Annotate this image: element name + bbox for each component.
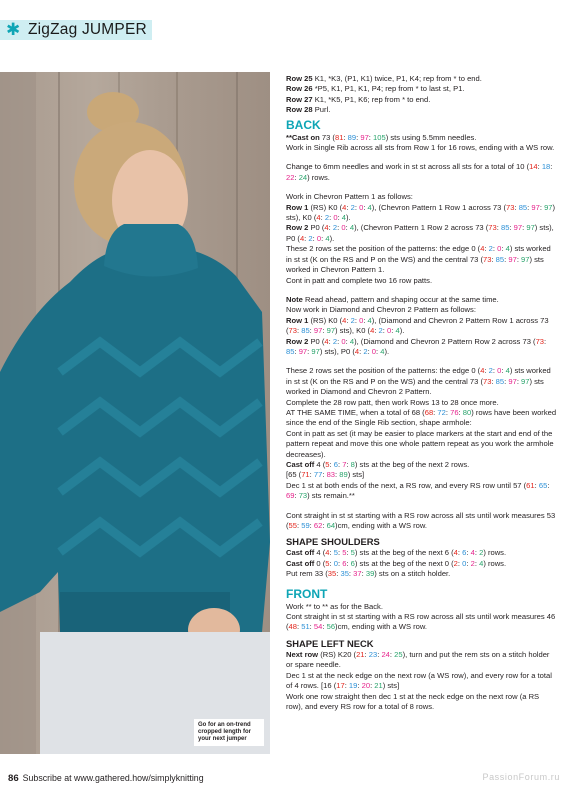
instruction: Work in Single Rib across all sts from Row 1 for 16 rows, ending with a WS row.: [286, 143, 555, 153]
shape-shoulders-heading: SHAPE SHOULDERS: [286, 536, 380, 548]
pattern-row: Row 28 Purl.: [286, 105, 331, 115]
instruction: Row 1 (RS) K0 (4: 2: 0: 4), (Diamond and Chevron 2 Pattern Row 1 across 73 (73: 85: 97: 97) sts), K0 (4: 2: 0: 4).: [286, 315, 549, 336]
subscribe-text[interactable]: Subscribe at www.gathered.how/simplyknitting: [22, 773, 204, 783]
instruction: Work in Chevron Pattern 1 as follows:: [286, 192, 413, 202]
instruction: Work ** to ** as for the Back.: [286, 601, 383, 611]
instruction: Cont in patt as set (it may be easier to place markers at the start and end of the pattern repeat and move this one whole pattern repeat as you work the armhole decreases).: [286, 428, 554, 459]
instruction: Note Read ahead, pattern and shaping occur at the same time.: [286, 294, 499, 304]
instruction: Complete the 28 row patt, then work Rows 13 to 28 once more.: [286, 397, 499, 407]
instruction: Change to 6mm needles and work in st st across all sts for a total of 10 (14: 18: 22: 24) rows.: [286, 162, 553, 182]
instruction: Dec 1 st at both ends of the next, a RS row, and every RS row until 57 (61: 65: 69: 73) sts remain.**: [286, 480, 550, 501]
instruction: Cast off 4 (5: 6: 7: 8) sts at the beg of the next 2 rows.: [286, 460, 470, 469]
instruction: Work one row straight then dec 1 st at the neck edge on the next row (a RS row), and every RS row for a total of 8 rows.: [286, 691, 540, 711]
model-photo: [0, 72, 270, 754]
instruction: Dec 1 st at the neck edge on the next row (a WS row), and every row for a total of 4 rows. [16 (17: 19: 20: 21) sts]: [286, 670, 552, 691]
page-number: 86: [8, 773, 19, 784]
instruction: Cont straight in st st starting with a RS row across all sts until work measures 53 (55: 59: 62: 64)cm, ending with a WS row.: [286, 510, 556, 531]
instruction: [65 (71: 77: 83: 89) sts]: [286, 470, 365, 480]
instruction: These 2 rows set the position of the patterns: the edge 0 (4: 2: 0: 4) sts worked in st st (K on the RS and P on the WS) and the central 73 (73: 85: 97: 97) sts worked in Diamond and Chevron 2 Pattern.: [286, 366, 551, 397]
instruction: Row 1 (RS) K0 (4: 2: 0: 4), (Chevron Pattern 1 Row 1 across 73 (73: 85: 97: 97) sts), K0 (4: 2: 0: 4).: [286, 202, 556, 223]
instruction: Cast off 4 (4: 5: 5: 5) sts at the beg of the next 6 (4: 6: 4: 2) rows.: [286, 548, 507, 558]
asterisk-icon: ✱: [6, 19, 21, 40]
watermark: PassionForum.ru: [482, 772, 560, 782]
jumper-illustration: [0, 72, 270, 754]
instruction: Put rem 33 (35: 35: 37: 39) sts on a stitch holder.: [286, 569, 451, 579]
caption-line: Go for an on-trend: [198, 722, 251, 728]
caption-line: your next jumper: [198, 736, 247, 742]
back-heading: BACK: [286, 117, 321, 132]
instruction: Next row (RS) K20 (21: 23: 24: 25), turn and put the rem sts on a stitch holder or spare needle.: [286, 649, 550, 670]
pattern-row: Row 25 K1, *K3, (P1, K1) twice, P1, K4; rep from * to end.: [286, 74, 482, 83]
instruction: Row 2 P0 (4: 2: 0: 4), (Diamond and Chevron 2 Pattern Row 2 across 73 (73: 85: 97: 97) sts), P0 (4: 2: 0: 4).: [286, 336, 547, 356]
instruction: These 2 rows set the position of the patterns: the edge 0 (4: 2: 0: 4) sts worked in st st (K on the RS and P on the WS) and the central 73 (73: 85: 97: 97) sts worked in Chevron Pattern 1.: [286, 244, 551, 275]
instruction: AT THE SAME TIME, when a total of 68 (68: 72: 76: 80) rows have been worked since the end of the Single Rib section, shape armhole:: [286, 407, 557, 428]
pattern-row: Row 27 K1, *K5, P1, K6; rep from * to end.: [286, 94, 431, 104]
instruction: Cast off 0 (5: 0: 6: 6) sts at the beg of the next 0 (2: 0: 2: 4) rows.: [286, 558, 507, 568]
instruction: Cont in patt and complete two 16 row patts.: [286, 275, 433, 285]
pattern-column: [286, 74, 558, 712]
instruction: Row 2 P0 (4: 2: 0: 4), (Chevron Pattern 1 Row 2 across 73 (73: 85: 97: 97) sts), P0 (4: 2: 0: 4).: [286, 223, 554, 243]
instruction: **Cast on 73 (81: 89: 97: 105) sts using 5.5mm needles.: [286, 132, 477, 142]
pattern-row: Row 26 *P5, K1, P1, K1, P4; rep from * to last st, P1.: [286, 84, 465, 94]
shape-left-neck-heading: SHAPE LEFT NECK: [286, 637, 374, 649]
caption-line: cropped length for: [198, 729, 251, 735]
front-heading: FRONT: [286, 586, 328, 601]
page-title: ZigZag JUMPER: [28, 21, 147, 38]
photo-caption: [194, 719, 264, 746]
page-footer: [8, 773, 204, 784]
section-header: [0, 20, 152, 40]
instruction: Now work in Diamond and Chevron 2 Pattern as follows:: [286, 305, 476, 315]
instruction: Cont straight in st st starting with a RS row across all sts until work measures 46 (48: 51: 54: 56)cm, ending with a WS row.: [286, 612, 556, 632]
